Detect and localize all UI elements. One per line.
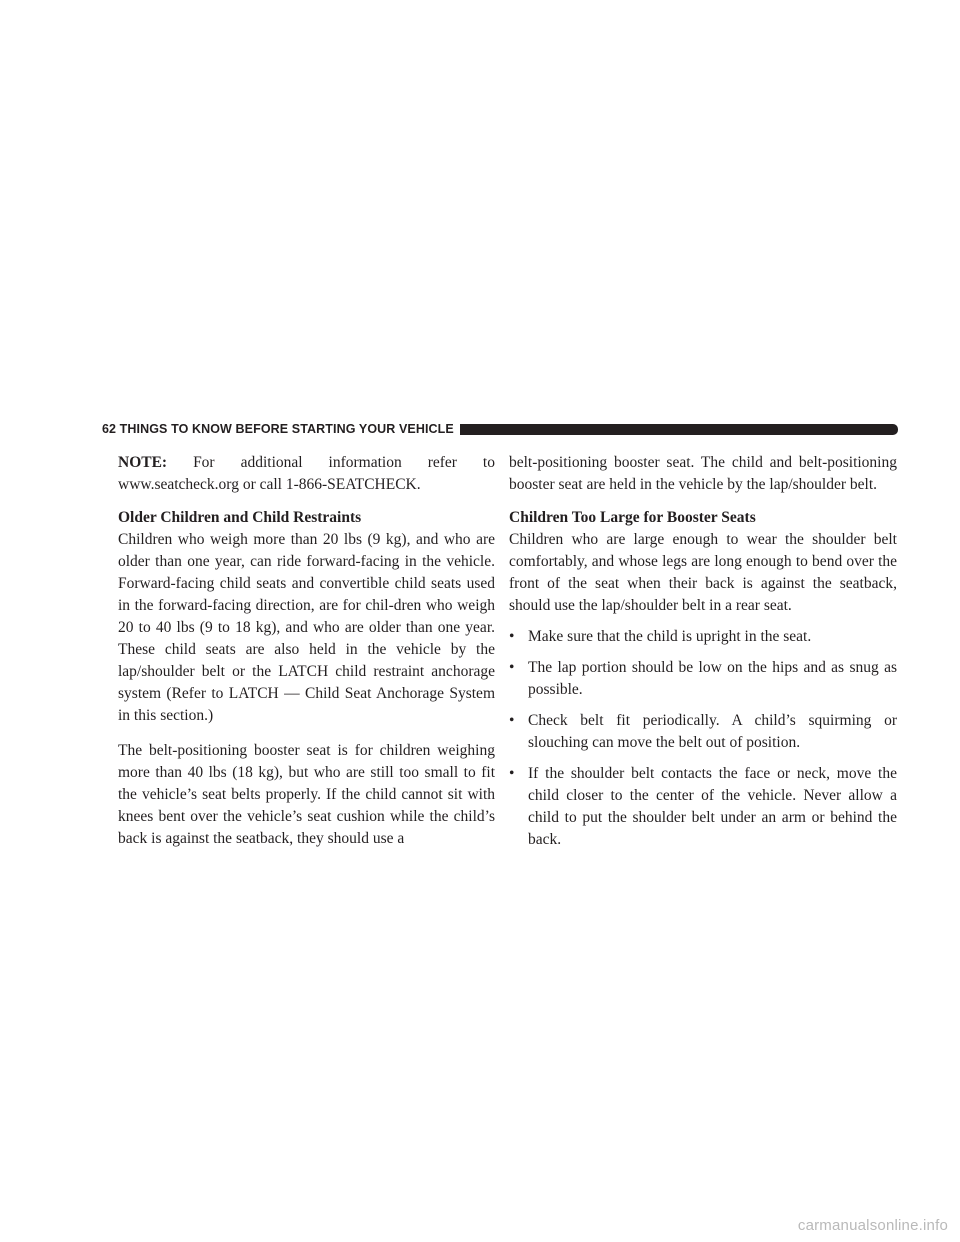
page-header-title: 62 THINGS TO KNOW BEFORE STARTING YOUR VEHICLE (102, 422, 454, 436)
list-item-text: If the shoulder belt contacts the face or neck, move the child closer to the center of the vehicle. Never allow a child to put the shoulder belt under an arm or behind the back. (528, 765, 897, 848)
page-header (102, 421, 898, 437)
list-item-text: Check belt fit periodically. A child’s squirming or slouching can move the belt out of position. (528, 712, 897, 751)
paragraph-booster-continued: belt-positioning booster seat. The child and belt-positioning booster seat are held in the vehicle by the lap/shoulder belt. (509, 454, 897, 493)
list-item-text: The lap portion should be low on the hips and as snug as possible. (528, 659, 897, 698)
paragraph-too-large: Children who are large enough to wear the shoulder belt comfortably, and whose legs are long enough to bend over the front of the seat when their back is against the seatback, should use the lap/shoulder belt in a rear seat. (509, 531, 897, 614)
list-item-text: Make sure that the child is upright in the seat. (528, 628, 812, 645)
note-word: information (328, 454, 402, 471)
bullet-dot: • (509, 659, 515, 676)
left-column (118, 452, 495, 850)
list-item (509, 763, 897, 851)
note-label: NOTE: (118, 454, 168, 471)
note-word: For (193, 454, 215, 471)
bullet-list (509, 626, 897, 851)
section-heading-older-children: Older Children and Child Restraints (118, 509, 362, 526)
watermark: carmanualsonline.info (797, 1217, 948, 1234)
right-column (509, 452, 897, 851)
note-word: additional (240, 454, 303, 471)
note-continuation: www.seatcheck.org or call 1-866-SEATCHECK. (118, 476, 421, 493)
list-item (509, 710, 897, 754)
paragraph-booster-seat: The belt-positioning booster seat is for children weighing more than 40 lbs (18 kg), but who are still too small to fit the vehicle’s seat belts properly. If the child cannot sit with knees bent over the vehicle’s seat cushion while the child’s back is against the seatback, they should use a (118, 742, 495, 847)
header-rule-bar (460, 424, 898, 435)
bullet-dot: • (509, 628, 515, 645)
bullet-dot: • (509, 765, 515, 782)
list-item (509, 657, 897, 701)
note-word: to (482, 454, 495, 471)
note-word: refer (427, 454, 457, 471)
list-item (509, 626, 897, 648)
bullet-dot: • (509, 712, 515, 729)
section-heading-too-large: Children Too Large for Booster Seats (509, 509, 756, 526)
paragraph-older-children: Children who weigh more than 20 lbs (9 kg), and who are older than one year, can ride forward-facing in the vehicle. Forward-facing child seats and convertible child seats used in the forward-facing direction, are for chil-dren who weigh 20 to 40 lbs (9 to 18 kg), and who are older than one year. These child seats are also held in the vehicle by the lap/shoulder belt or the LATCH child restraint anchorage system (Refer to LATCH — Child Seat Anchorage System in this section.) (118, 531, 495, 724)
note-line (118, 452, 495, 474)
